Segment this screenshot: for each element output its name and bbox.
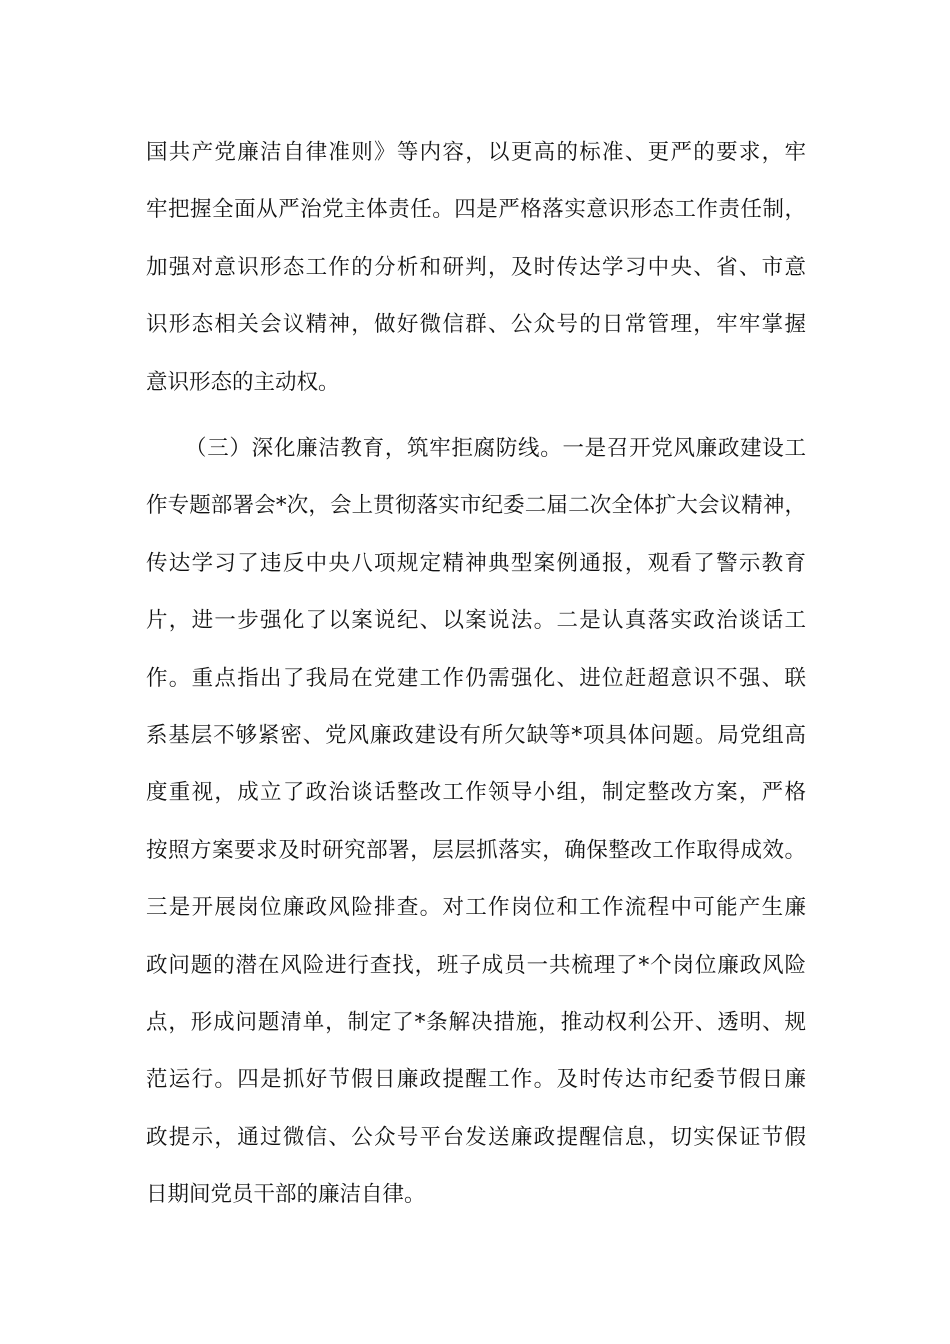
paragraph-integrity-education — [146, 420, 806, 1223]
text-line: 片，进一步强化了以案说纪、以案说法。二是认真落实政治谈话工 — [146, 608, 806, 634]
text-line: 政提示，通过微信、公众号平台发送廉政提醒信息，切实保证节假 — [146, 1124, 806, 1150]
text-line: 政问题的潜在风险进行查找，班子成员一共梳理了*个岗位廉政风险 — [146, 952, 806, 978]
text-line: 按照方案要求及时研究部署，层层抓落实，确保整改工作取得成效。 — [146, 837, 806, 863]
text-line: 作专题部署会*次，会上贯彻落实市纪委二届二次全体扩大会议精神， — [146, 493, 806, 519]
text-line: 传达学习了违反中央八项规定精神典型案例通报，观看了警示教育 — [146, 550, 806, 576]
text-line: 牢把握全面从严治党主体责任。四是严格落实意识形态工作责任制， — [146, 197, 806, 223]
paragraph-ideology-responsibility — [146, 124, 806, 411]
text-line: 加强对意识形态工作的分析和研判，及时传达学习中央、省、市意 — [146, 254, 806, 280]
text-line: 国共产党廉洁自律准则》等内容，以更高的标准、更严的要求，牢 — [146, 140, 806, 165]
text-line: 系基层不够紧密、党风廉政建设有所欠缺等*项具体问题。局党组高 — [146, 722, 806, 748]
text-line: 范运行。四是抓好节假日廉政提醒工作。及时传达市纪委节假日廉 — [146, 1067, 806, 1093]
text-line: 识形态相关会议精神，做好微信群、公众号的日常管理，牢牢掌握 — [146, 312, 806, 338]
text-line: 日期间党员干部的廉洁自律。 — [146, 1182, 426, 1208]
text-line: 点，形成问题清单，制定了*条解决措施，推动权利公开、透明、规 — [146, 1009, 806, 1035]
text-line: 三是开展岗位廉政风险排查。对工作岗位和工作流程中可能产生廉 — [146, 895, 806, 921]
text-line: （三）深化廉洁教育，筑牢拒腐防线。一是召开党风廉政建设工 — [185, 436, 806, 461]
text-line: 意识形态的主动权。 — [146, 369, 340, 395]
text-line: 度重视，成立了政治谈话整改工作领导小组，制定整改方案，严格 — [146, 780, 806, 806]
text-line: 作。重点指出了我局在党建工作仍需强化、进位赶超意识不强、联 — [146, 665, 806, 691]
